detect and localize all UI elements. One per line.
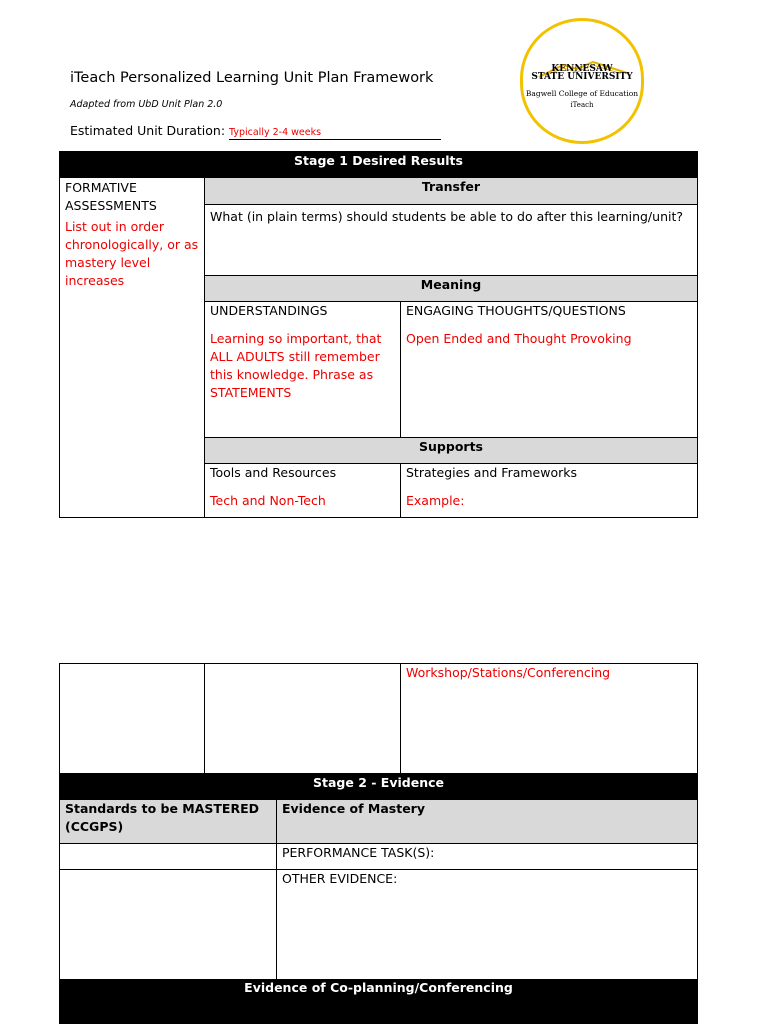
logo-line2: STATE UNIVERSITY: [531, 72, 633, 82]
tools-hint: Tech and Non-Tech: [210, 493, 326, 508]
formative-cell-continued[interactable]: [59, 663, 205, 774]
supports-header: Supports: [204, 437, 698, 464]
transfer-header: Transfer: [204, 177, 698, 205]
logo-college: Bagwell College of Education: [525, 89, 639, 98]
adapted-note: Adapted from UbD Unit Plan 2.0: [70, 99, 223, 110]
strategies-cell-continued[interactable]: [400, 663, 698, 774]
logo-line1: KENNESAW: [551, 64, 613, 74]
coplanning-header: Evidence of Co-planning/Conferencing: [59, 979, 698, 1024]
other-evidence-label: OTHER EVIDENCE:: [282, 871, 398, 886]
transfer-cell[interactable]: [204, 204, 698, 276]
understandings-label: UNDERSTANDINGS: [210, 303, 328, 318]
document-title: iTeach Personalized Learning Unit Plan Framework: [70, 70, 434, 86]
questions-label: ENGAGING THOUGHTS/QUESTIONS: [406, 303, 626, 318]
strategies-continued: Workshop/Stations/Conferencing: [406, 665, 611, 680]
transfer-question: What (in plain terms) should students be able to do after this learning/unit?: [210, 209, 683, 224]
standards-cell-2[interactable]: [59, 869, 277, 980]
formative-cell[interactable]: [59, 177, 205, 518]
ksu-logo: [520, 18, 644, 144]
understandings-cell[interactable]: [204, 301, 401, 438]
evidence-label: Evidence of Mastery: [282, 801, 425, 816]
performance-label: PERFORMANCE TASK(S):: [282, 845, 435, 860]
evidence-header: [276, 799, 698, 844]
meaning-header: Meaning: [204, 275, 698, 302]
strategies-label: Strategies and Frameworks: [406, 465, 578, 480]
duration-value[interactable]: Typically 2-4 weeks: [229, 127, 441, 140]
understandings-hint: Learning so important, that ALL ADULTS still remember this knowledge. Phrase as STATEMENTS: [210, 331, 382, 400]
strategies-hint: Example:: [406, 493, 465, 508]
questions-hint: Open Ended and Thought Provoking: [406, 331, 632, 346]
formative-label: FORMATIVE ASSESSMENTS: [65, 180, 157, 213]
questions-cell[interactable]: [400, 301, 698, 438]
standards-cell-1[interactable]: [59, 843, 277, 870]
standards-header: [59, 799, 277, 844]
stage2-header: Stage 2 - Evidence: [59, 773, 698, 800]
performance-cell[interactable]: [276, 843, 698, 870]
tools-cell[interactable]: [204, 463, 401, 518]
unit-duration: [70, 123, 441, 140]
logo-university: [523, 65, 641, 81]
logo-program: iTeach: [570, 101, 594, 109]
duration-label: Estimated Unit Duration:: [70, 123, 230, 138]
tools-cell-continued[interactable]: [204, 663, 401, 774]
strategies-cell[interactable]: [400, 463, 698, 518]
stage1-header: Stage 1 Desired Results: [59, 151, 698, 178]
logo-frame: [520, 18, 644, 144]
standards-label: Standards to be MASTERED (CCGPS): [65, 801, 260, 834]
other-evidence-cell[interactable]: [276, 869, 698, 980]
formative-hint: List out in order chronologically, or as mastery level increases: [65, 219, 199, 288]
tools-label: Tools and Resources: [210, 465, 337, 480]
